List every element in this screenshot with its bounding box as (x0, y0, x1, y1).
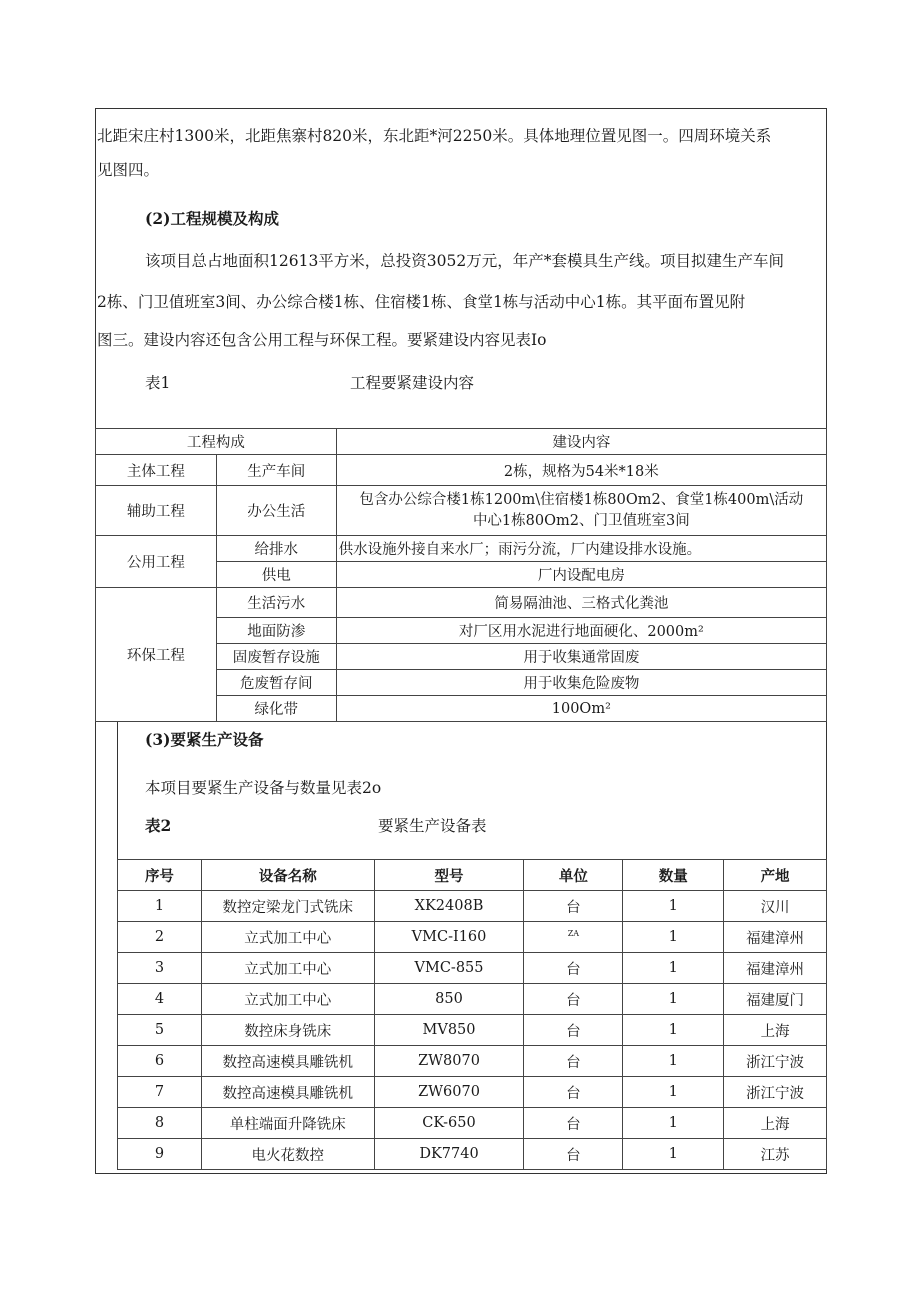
content-cell: 用于收集危险废物 (336, 670, 826, 696)
content-cell: 100Om² (336, 696, 826, 722)
table-row (96, 455, 827, 486)
table-row (118, 984, 827, 1015)
header-cell: 建设内容 (336, 429, 826, 455)
col-header-index: 序号 (118, 860, 202, 891)
quantity-cell: 1 (623, 1108, 724, 1139)
unit-cell: 台 (524, 953, 623, 984)
item-cell: 供电 (216, 562, 336, 588)
section-3-para: 本项目要紧生产设备与数量见表2o (145, 779, 382, 797)
content-cell: 用于收集通常固废 (336, 644, 826, 670)
table-row (96, 486, 827, 536)
inner-border (117, 722, 118, 859)
origin-cell: 浙江宁波 (724, 1046, 827, 1077)
category-cell: 主体工程 (96, 455, 217, 486)
section-2-heading: (2)工程规模及构成 (145, 209, 279, 228)
unit-text: ZA (567, 929, 580, 938)
content-line: 包含办公综合楼1栋1200m\住宿楼1栋80Om2、食堂1栋400m\活动 (359, 491, 804, 508)
origin-cell: 汉川 (724, 891, 827, 922)
index-cell: 2 (118, 922, 202, 953)
table-row (118, 1108, 827, 1139)
name-cell: 数控床身铣床 (201, 1015, 374, 1046)
col-header-model: 型号 (374, 860, 524, 891)
unit-cell: 台 (524, 1077, 623, 1108)
index-cell: 9 (118, 1139, 202, 1170)
table-1-label: 表1 (145, 374, 171, 392)
content-cell: 对厂区用水泥进行地面硬化、2000m² (336, 618, 826, 644)
name-cell: 数控高速模具雕铣机 (201, 1046, 374, 1077)
index-cell: 3 (118, 953, 202, 984)
model-cell: MV850 (374, 1015, 524, 1046)
unit-cell: 台 (524, 891, 623, 922)
name-cell: 立式加工中心 (201, 922, 374, 953)
origin-cell: 福建漳州 (724, 922, 827, 953)
model-cell: DK7740 (374, 1139, 524, 1170)
quantity-cell: 1 (623, 1046, 724, 1077)
index-cell: 5 (118, 1015, 202, 1046)
index-cell: 1 (118, 891, 202, 922)
section-2-para-line-1: 该项目总占地面积12613平方米，总投资3052万元，年产*套模具生产线。项目拟建生产车间 (145, 252, 785, 270)
origin-cell: 上海 (724, 1108, 827, 1139)
quantity-cell: 1 (623, 1077, 724, 1108)
model-cell: VMC-I160 (374, 922, 524, 953)
table-row (118, 953, 827, 984)
name-cell: 立式加工中心 (201, 984, 374, 1015)
origin-cell: 福建漳州 (724, 953, 827, 984)
model-cell: CK-650 (374, 1108, 524, 1139)
unit-cell: 台 (524, 1046, 623, 1077)
equipment-table (117, 859, 827, 1170)
table-row (118, 922, 827, 953)
item-cell: 危废暂存间 (216, 670, 336, 696)
category-cell: 辅助工程 (96, 486, 217, 536)
model-cell: ZW6070 (374, 1077, 524, 1108)
unit-cell: 台 (524, 1015, 623, 1046)
table-1-title: 工程要紧建设内容 (350, 374, 475, 392)
index-cell: 7 (118, 1077, 202, 1108)
item-cell: 地面防渗 (216, 618, 336, 644)
table-row (96, 429, 827, 455)
item-cell: 生产车间 (216, 455, 336, 486)
intro-line-2: 见图四。 (97, 161, 160, 179)
table-row (118, 1139, 827, 1170)
name-cell: 电火花数控 (201, 1139, 374, 1170)
index-cell: 6 (118, 1046, 202, 1077)
quantity-cell: 1 (623, 1015, 724, 1046)
item-cell: 生活污水 (216, 588, 336, 618)
item-cell: 绿化带 (216, 696, 336, 722)
item-cell: 办公生活 (216, 486, 336, 536)
category-cell: 公用工程 (96, 536, 217, 588)
origin-cell: 浙江宁波 (724, 1077, 827, 1108)
construction-content-table (95, 428, 827, 722)
table-2-title: 要紧生产设备表 (378, 817, 487, 835)
col-header-origin: 产地 (724, 860, 827, 891)
origin-cell: 福建厦门 (724, 984, 827, 1015)
name-cell: 数控高速模具雕铣机 (201, 1077, 374, 1108)
model-cell: VMC-855 (374, 953, 524, 984)
index-cell: 8 (118, 1108, 202, 1139)
origin-cell: 上海 (724, 1015, 827, 1046)
model-cell: 850 (374, 984, 524, 1015)
table-row (96, 588, 827, 618)
name-cell: 单柱端面升降铣床 (201, 1108, 374, 1139)
table-header-row (118, 860, 827, 891)
table-row (118, 891, 827, 922)
content-cell: 简易隔油池、三格式化粪池 (336, 588, 826, 618)
unit-cell: 台 (524, 984, 623, 1015)
unit-cell: 台 (524, 1139, 623, 1170)
quantity-cell: 1 (623, 1139, 724, 1170)
section-2-para-line-2: 2栋、门卫值班室3间、办公综合楼1栋、住宿楼1栋、食堂1栋与活动中心1栋。其平面布置见附 (97, 293, 746, 311)
col-header-unit: 单位 (524, 860, 623, 891)
table-row (118, 1077, 827, 1108)
col-header-name: 设备名称 (201, 860, 374, 891)
col-header-quantity: 数量 (623, 860, 724, 891)
content-cell (336, 486, 826, 536)
section-2-para-line-3: 图三。建设内容还包含公用工程与环保工程。要紧建设内容见表Io (97, 331, 547, 349)
content-line: 中心1栋80Om2、门卫值班室3间 (472, 512, 690, 529)
origin-cell: 江苏 (724, 1139, 827, 1170)
quantity-cell: 1 (623, 922, 724, 953)
content-cell: 2栋，规格为54米*18米 (336, 455, 826, 486)
item-cell: 给排水 (216, 536, 336, 562)
item-cell: 固废暂存设施 (216, 644, 336, 670)
quantity-cell: 1 (623, 953, 724, 984)
unit-cell (524, 922, 623, 953)
model-cell: ZW8070 (374, 1046, 524, 1077)
header-cell: 工程构成 (96, 429, 337, 455)
content-cell: 供水设施外接自来水厂；雨污分流，厂内建设排水设施。 (336, 536, 826, 562)
category-cell: 环保工程 (96, 588, 217, 722)
table-row (118, 1046, 827, 1077)
intro-line-1: 北距宋庄村1300米，北距焦寨村820米，东北距*河2250米。具体地理位置见图一。四周环境关系 (97, 127, 772, 145)
index-cell: 4 (118, 984, 202, 1015)
model-cell: XK2408B (374, 891, 524, 922)
name-cell: 数控定梁龙门式铣床 (201, 891, 374, 922)
unit-cell: 台 (524, 1108, 623, 1139)
content-cell: 厂内设配电房 (336, 562, 826, 588)
quantity-cell: 1 (623, 891, 724, 922)
name-cell: 立式加工中心 (201, 953, 374, 984)
quantity-cell: 1 (623, 984, 724, 1015)
table-row (118, 1015, 827, 1046)
table-row (96, 536, 827, 562)
section-3-heading: (3)要紧生产设备 (145, 730, 264, 749)
table-2-label: 表2 (145, 816, 172, 835)
